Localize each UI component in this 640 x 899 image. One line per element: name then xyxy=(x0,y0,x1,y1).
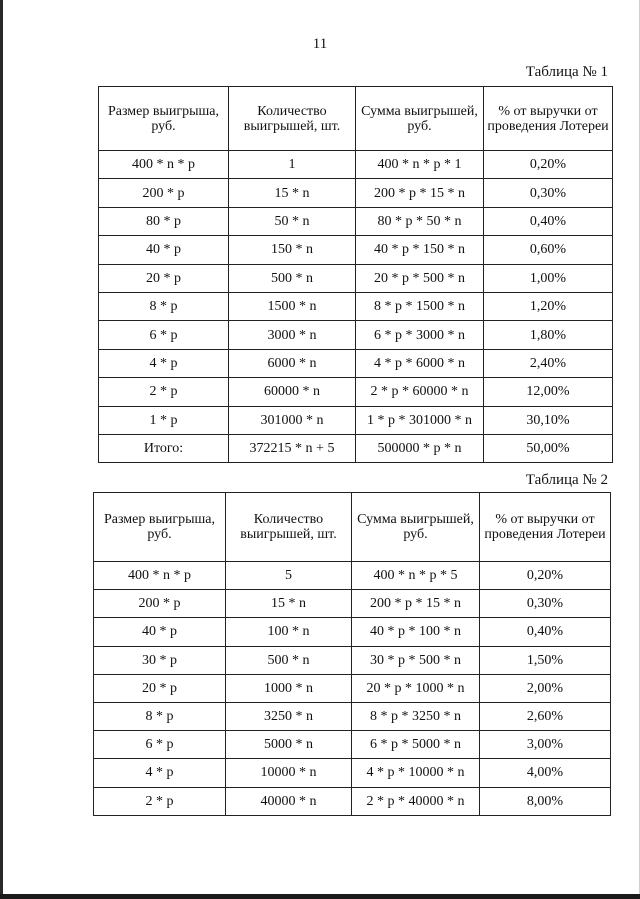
table-row xyxy=(99,434,613,462)
prize-amount-cell: 20 * p xyxy=(94,674,226,702)
prize-sum-cell: 200 * p * 15 * n xyxy=(356,179,484,207)
prize-sum-cell: 500000 * p * n xyxy=(356,434,484,462)
prize-count-cell: 372215 * n + 5 xyxy=(229,434,356,462)
revenue-percent-cell: 12,00% xyxy=(484,378,613,406)
revenue-percent-cell: 4,00% xyxy=(480,759,611,787)
prize-count-cell: 301000 * n xyxy=(229,406,356,434)
revenue-percent-header: % от выручки от проведения Лотереи xyxy=(484,87,613,151)
table-2-title: Таблица № 2 xyxy=(525,472,608,488)
prize-amount-cell: 400 * n * p xyxy=(94,562,226,590)
table-row xyxy=(94,618,611,646)
table-row xyxy=(94,590,611,618)
page-number: 11 xyxy=(312,36,328,52)
revenue-percent-cell: 1,80% xyxy=(484,321,613,349)
prize-amount-cell: 200 * p xyxy=(99,179,229,207)
table-header-row xyxy=(99,87,613,151)
prize-sum-cell: 4 * p * 6000 * n xyxy=(356,349,484,377)
prize-count-cell: 1500 * n xyxy=(229,292,356,320)
revenue-percent-cell: 0,20% xyxy=(484,151,613,179)
prize-count-header: Количество выигрышей, шт. xyxy=(229,87,356,151)
prize-amount-cell: 30 * p xyxy=(94,646,226,674)
prize-sum-cell: 20 * p * 500 * n xyxy=(356,264,484,292)
prize-count-cell: 3000 * n xyxy=(229,321,356,349)
prize-count-cell: 5 xyxy=(226,562,352,590)
prize-sum-cell: 400 * n * p * 5 xyxy=(352,562,480,590)
prize-count-cell: 6000 * n xyxy=(229,349,356,377)
prize-amount-cell: 40 * p xyxy=(99,236,229,264)
prize-count-cell: 40000 * n xyxy=(226,787,352,815)
revenue-percent-cell: 8,00% xyxy=(480,787,611,815)
prize-count-cell: 1000 * n xyxy=(226,674,352,702)
scan-edge-left xyxy=(0,0,3,899)
prize-amount-cell: 8 * p xyxy=(99,292,229,320)
table-row xyxy=(99,378,613,406)
prize-count-cell: 15 * n xyxy=(226,590,352,618)
prize-count-cell: 500 * n xyxy=(229,264,356,292)
prize-sum-cell: 2 * p * 60000 * n xyxy=(356,378,484,406)
prize-amount-cell: 80 * p xyxy=(99,207,229,235)
prize-count-cell: 60000 * n xyxy=(229,378,356,406)
prize-sum-cell: 80 * p * 50 * n xyxy=(356,207,484,235)
revenue-percent-cell: 0,60% xyxy=(484,236,613,264)
prize-sum-cell: 6 * p * 5000 * n xyxy=(352,731,480,759)
table-row xyxy=(99,406,613,434)
prize-sum-cell: 6 * p * 3000 * n xyxy=(356,321,484,349)
prize-sum-cell: 30 * p * 500 * n xyxy=(352,646,480,674)
prize-amount-cell: 2 * p xyxy=(99,378,229,406)
table-row xyxy=(94,731,611,759)
prize-count-cell: 3250 * n xyxy=(226,702,352,730)
table-row xyxy=(94,759,611,787)
prize-sum-cell: 8 * p * 3250 * n xyxy=(352,702,480,730)
prize-amount-cell: Итого: xyxy=(99,434,229,462)
prize-amount-cell: 20 * p xyxy=(99,264,229,292)
table-1-title: Таблица № 1 xyxy=(525,64,608,80)
table-row xyxy=(94,787,611,815)
prize-amount-cell: 2 * p xyxy=(94,787,226,815)
revenue-percent-cell: 1,50% xyxy=(480,646,611,674)
scan-edge-bottom xyxy=(0,894,640,899)
table-row xyxy=(94,702,611,730)
revenue-percent-cell: 1,20% xyxy=(484,292,613,320)
revenue-percent-cell: 2,00% xyxy=(480,674,611,702)
prize-amount-cell: 8 * p xyxy=(94,702,226,730)
revenue-percent-cell: 0,40% xyxy=(484,207,613,235)
prize-count-cell: 100 * n xyxy=(226,618,352,646)
prize-table-1 xyxy=(98,86,613,463)
table-row xyxy=(94,562,611,590)
prize-count-cell: 1 xyxy=(229,151,356,179)
prize-count-cell: 5000 * n xyxy=(226,731,352,759)
revenue-percent-cell: 50,00% xyxy=(484,434,613,462)
table-row xyxy=(94,674,611,702)
prize-amount-cell: 1 * p xyxy=(99,406,229,434)
revenue-percent-cell: 2,40% xyxy=(484,349,613,377)
prize-sum-cell: 40 * p * 150 * n xyxy=(356,236,484,264)
prize-sum-cell: 8 * p * 1500 * n xyxy=(356,292,484,320)
prize-table-2 xyxy=(93,492,611,816)
revenue-percent-cell: 2,60% xyxy=(480,702,611,730)
revenue-percent-cell: 30,10% xyxy=(484,406,613,434)
prize-count-cell: 15 * n xyxy=(229,179,356,207)
prize-sum-cell: 40 * p * 100 * n xyxy=(352,618,480,646)
table-row xyxy=(94,646,611,674)
prize-sum-cell: 2 * p * 40000 * n xyxy=(352,787,480,815)
prize-amount-cell: 4 * p xyxy=(94,759,226,787)
prize-amount-header: Размер выигрыша, руб. xyxy=(99,87,229,151)
revenue-percent-cell: 3,00% xyxy=(480,731,611,759)
table-row xyxy=(99,179,613,207)
prize-count-header: Количество выигрышей, шт. xyxy=(226,493,352,562)
prize-amount-cell: 400 * n * p xyxy=(99,151,229,179)
table-row xyxy=(99,292,613,320)
revenue-percent-cell: 0,20% xyxy=(480,562,611,590)
prize-count-cell: 150 * n xyxy=(229,236,356,264)
revenue-percent-cell: 1,00% xyxy=(484,264,613,292)
prize-count-cell: 500 * n xyxy=(226,646,352,674)
prize-amount-cell: 6 * p xyxy=(99,321,229,349)
table-row xyxy=(99,151,613,179)
prize-amount-header: Размер выигрыша, руб. xyxy=(94,493,226,562)
prize-sum-cell: 20 * p * 1000 * n xyxy=(352,674,480,702)
prize-count-cell: 10000 * n xyxy=(226,759,352,787)
prize-count-cell: 50 * n xyxy=(229,207,356,235)
table-row xyxy=(99,264,613,292)
prize-sum-cell: 200 * p * 15 * n xyxy=(352,590,480,618)
prize-amount-cell: 40 * p xyxy=(94,618,226,646)
revenue-percent-cell: 0,30% xyxy=(484,179,613,207)
prize-amount-cell: 6 * p xyxy=(94,731,226,759)
prize-sum-header: Сумма выигрышей, руб. xyxy=(352,493,480,562)
revenue-percent-cell: 0,40% xyxy=(480,618,611,646)
prize-amount-cell: 200 * p xyxy=(94,590,226,618)
table-row xyxy=(99,207,613,235)
prize-sum-cell: 1 * p * 301000 * n xyxy=(356,406,484,434)
table-row xyxy=(99,349,613,377)
prize-sum-header: Сумма выигрышей, руб. xyxy=(356,87,484,151)
table-header-row xyxy=(94,493,611,562)
prize-sum-cell: 400 * n * p * 1 xyxy=(356,151,484,179)
table-row xyxy=(99,236,613,264)
prize-sum-cell: 4 * p * 10000 * n xyxy=(352,759,480,787)
revenue-percent-cell: 0,30% xyxy=(480,590,611,618)
table-row xyxy=(99,321,613,349)
prize-amount-cell: 4 * p xyxy=(99,349,229,377)
revenue-percent-header: % от выручки от проведения Лотереи xyxy=(480,493,611,562)
